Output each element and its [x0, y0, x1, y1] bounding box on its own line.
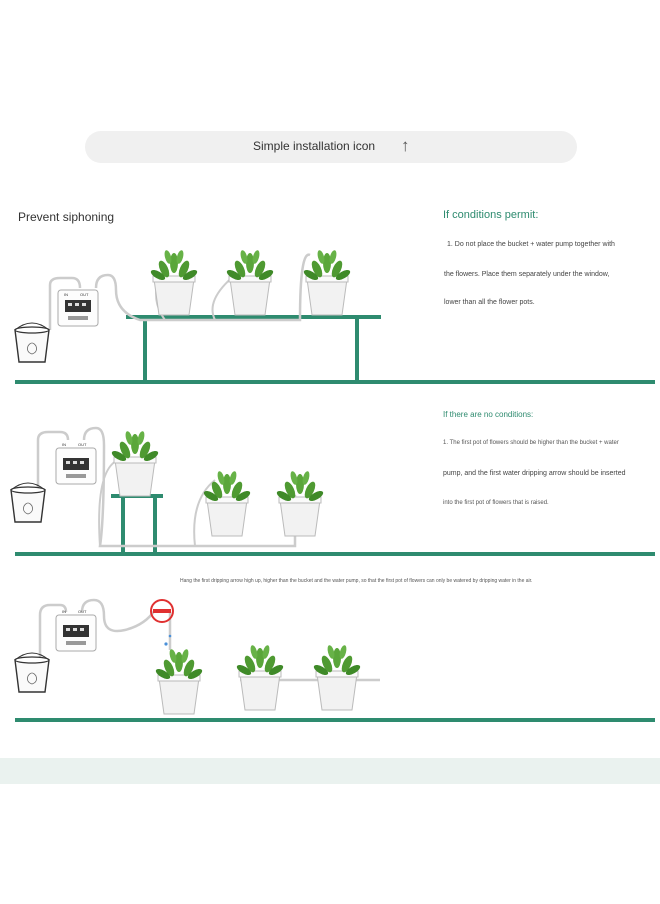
dripper-icon [153, 609, 171, 613]
section1-line-3: lower than all the flower pots. [444, 299, 535, 306]
section2-heading: If there are no conditions: [443, 410, 534, 419]
plant-pot-1b [225, 249, 274, 315]
plant-pot-2b [202, 470, 251, 536]
section3-scene [15, 600, 655, 722]
section2-line-1: 1. The first pot of flowers should be higher than the bucket + water [443, 440, 619, 446]
plant-pot-3a [154, 648, 203, 714]
ground-line-2 [15, 552, 655, 556]
banner-title: Simple installation icon [253, 139, 376, 153]
pump-3-in-label: IN [62, 609, 66, 614]
pump-2-in-label: IN [62, 442, 66, 447]
plant-pot-2a [110, 430, 159, 496]
section2-scene [11, 428, 655, 556]
bucket-icon [11, 483, 45, 522]
pump-3-out-label: OUT [78, 609, 87, 614]
section1-scene [15, 249, 655, 384]
section1-line-2: the flowers. Place them separately under the window, [444, 271, 610, 278]
pump-3 [56, 615, 96, 651]
section2-line-3: into the first pot of flowers that is raised. [443, 500, 549, 506]
plant-pot-3b [235, 644, 284, 710]
stand-leg-1b [355, 319, 359, 380]
pump-2 [56, 448, 96, 484]
bucket-icon [15, 323, 49, 362]
ground-line-1 [15, 380, 655, 384]
section1-line-1: 1. Do not place the bucket + water pump together with [447, 241, 615, 248]
ground-line-3 [15, 718, 655, 722]
section1-title: Prevent siphoning [18, 210, 115, 224]
water-drop [169, 635, 172, 638]
section2-line-2: pump, and the first water dripping arrow should be inserted [443, 470, 626, 477]
stand-leg-2b [153, 498, 157, 552]
plant-pot-2c [275, 470, 324, 536]
plant-pot-3c [312, 644, 361, 710]
stand-leg-2a [121, 498, 125, 552]
plant-pot-1c [302, 249, 351, 315]
up-arrow-icon: ↑ [401, 136, 410, 155]
pump-1-in-label: IN [64, 292, 68, 297]
section3-caption: Hang the first dripping arrow high up, higher than the bucket and the water pump, so that the first pot of flowers can only be watered by dripping water in the air. [180, 578, 533, 584]
water-drop [164, 642, 167, 645]
section1-heading: If conditions permit: [443, 209, 539, 221]
pump-2-out-label: OUT [78, 442, 87, 447]
stand-leg-1a [143, 319, 147, 380]
bucket-icon [15, 653, 49, 692]
pump-1-out-label: OUT [80, 292, 89, 297]
